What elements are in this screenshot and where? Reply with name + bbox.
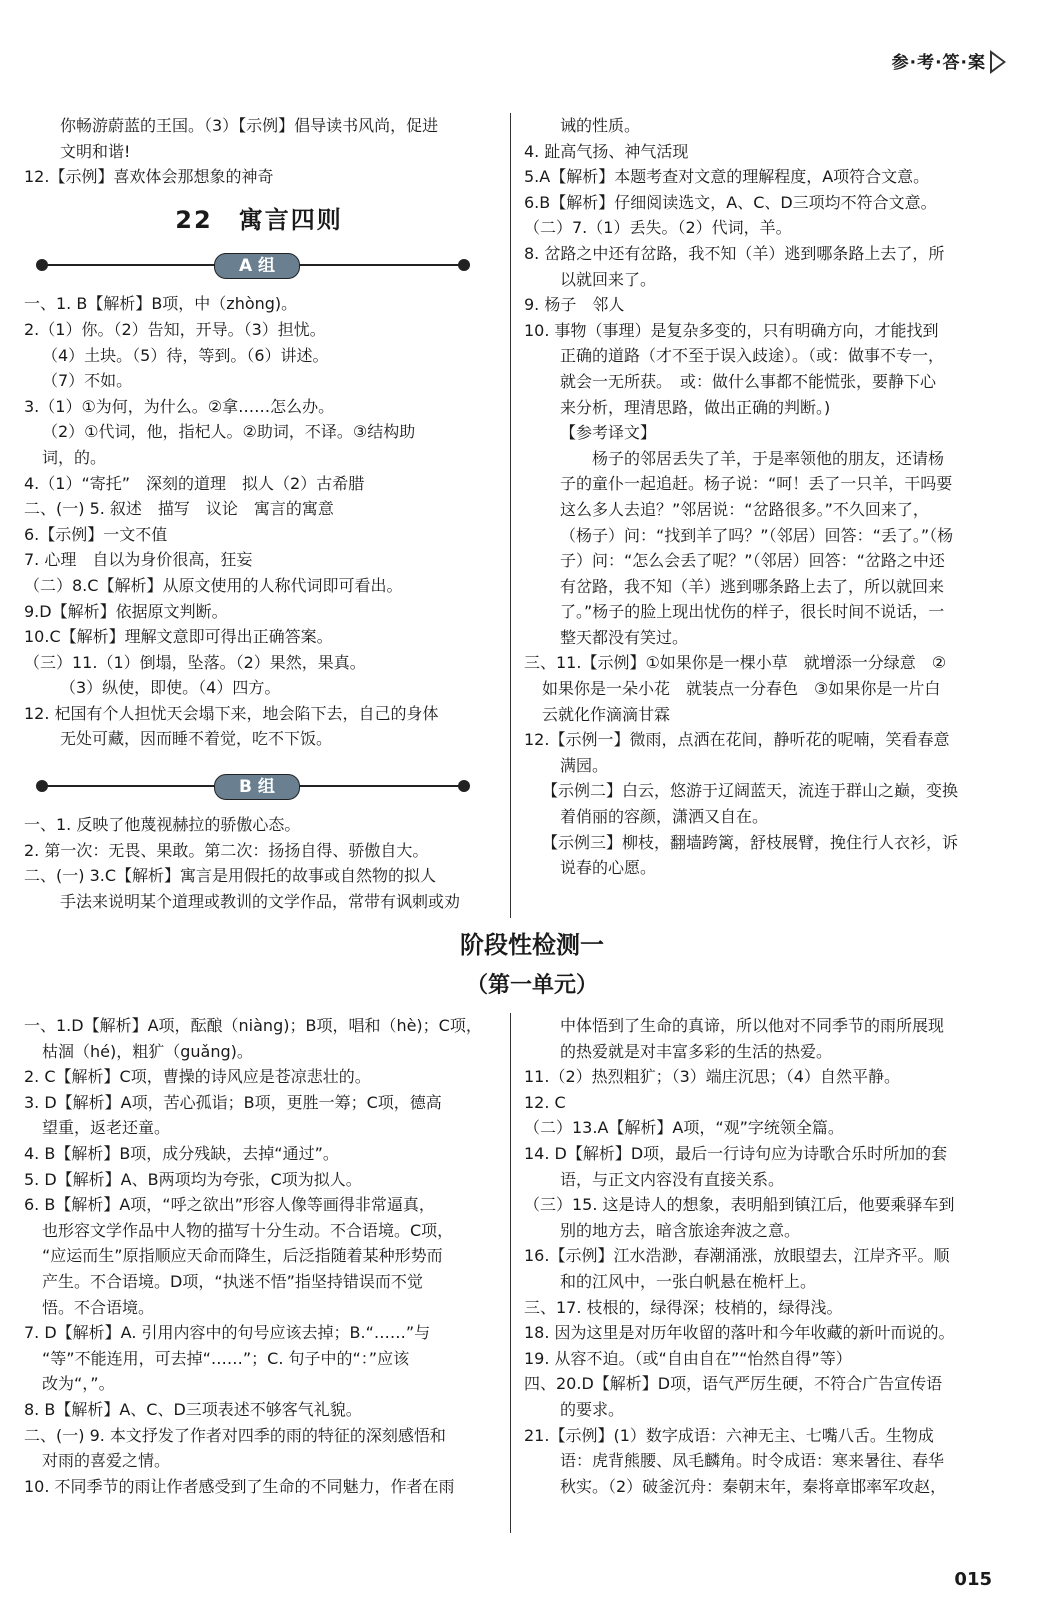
text-line: 4. B【解析】B项，成分残缺，去掉“通过”。 — [24, 1143, 339, 1163]
bottom-left-column — [24, 1013, 494, 1499]
text-line: 就会一无所获。 或：做什么事都不能慌张，要静下心 — [560, 371, 937, 391]
text-line: 如果你是一朵小花 就装点一分春色 ③如果你是一片白 — [542, 679, 941, 699]
group-b-divider — [24, 774, 494, 798]
text-line: （二）13.A【解析】A项，“观”字统领全篇。 — [524, 1118, 844, 1138]
text-line: （4）土块。（5）待，等到。（6）讲述。 — [42, 345, 329, 365]
text-line: 18. 因为这里是对历年收留的落叶和今年收藏的新叶而说的。 — [524, 1323, 955, 1343]
text-line: （三）11.（1）倒塌，坠落。（2）果然，果真。 — [24, 652, 366, 672]
text-line: 【示例三】柳枝，翻墙跨篱，舒枝展臂，挽住行人衣衫，诉 — [542, 832, 959, 852]
text-line: 三、17. 枝根的，绿得深；枝梢的，绿得浅。 — [524, 1297, 843, 1317]
text-line: 别的地方去，暗含旅途奔波之意。 — [560, 1220, 801, 1240]
text-line: （杨子）问：“找到羊了吗？”（邻居）回答：“丢了。”（杨 — [560, 525, 954, 545]
text-line: 21.【示例】(1）数字成语：六神无主、七嘴八舌。生物成 — [524, 1425, 934, 1445]
text-line: 无处可藏，因而睡不着觉，吃不下饭。 — [60, 729, 333, 749]
text-line: 一、1. 反映了他蔑视赫拉的骄傲心态。 — [24, 815, 301, 835]
text-line: 6.B【解析】仔细阅读选文，A、C、D三项均不符合文意。 — [524, 192, 937, 212]
text-line: 4.（1）“寄托” 深刻的道理 拟人（2）古希腊 — [24, 473, 365, 493]
text-line: 12. 杞国有个人担忧天会塌下来，地会陷下去，自己的身体 — [24, 703, 439, 723]
text-line: 改为“，”。 — [42, 1374, 115, 1394]
text-line: 12. C — [524, 1092, 566, 1112]
text-line: 12.【示例】喜欢体会那想象的神奇 — [24, 167, 274, 187]
text-line: （二）7.（1）丢失。（2）代词，羊。 — [524, 218, 792, 238]
text-line: 着俏丽的容颜，潇洒又自在。 — [560, 807, 769, 827]
text-line: 产生。不合语境。D项，“执迷不悟”指坚持错误而不觉 — [42, 1271, 423, 1291]
text-line: 以就回来了。 — [560, 269, 657, 289]
text-line: 6.【示例】一文不值 — [24, 524, 168, 544]
text-line: 一、1. B【解析】B项，中（zhòng)。 — [24, 294, 298, 314]
group-b-label: B 组 — [214, 774, 300, 800]
text-line: 子的童仆一起追赶。杨子说：“呵！丢了一只羊，干吗要 — [560, 474, 953, 494]
text-line: 2. C【解析】C项，曹操的诗风应是苍凉悲壮的。 — [24, 1067, 371, 1087]
text-line: 望重，返老还童。 — [42, 1118, 171, 1138]
group-a-divider — [24, 253, 494, 277]
text-line: 语，与正文内容没有直接关系。 — [560, 1169, 785, 1189]
lesson-title: 22 寓言四则 — [175, 205, 343, 234]
text-line: 的热爱就是对丰富多彩的生活的热爱。 — [560, 1041, 833, 1061]
text-line: 【示例二】白云，悠游于辽阔蓝天，流连于群山之巅，变换 — [542, 781, 959, 801]
text-line: 6. B【解析】A项，“呼之欲出”形容人像等画得非常逼真， — [24, 1195, 435, 1215]
text-line: 19. 从容不迫。（或“自由自在”“怡然自得”等） — [524, 1348, 852, 1368]
text-line: 二、(一) 3.C【解析】寓言是用假托的故事或自然物的拟人 — [24, 866, 437, 886]
text-line: 云就化作滴滴甘霖 — [542, 704, 671, 724]
text-line: 整天都没有笑过。 — [560, 627, 689, 647]
text-line: 满园。 — [560, 755, 609, 775]
text-line: 杨子的邻居丢失了羊，于是率领他的朋友，还请杨 — [592, 448, 945, 468]
text-line: 一、1.D【解析】A项，酝酿（niàng)；B项，唱和（hè)；C项， — [24, 1016, 482, 1035]
text-line: 秋实。（2）破釜沉舟：秦朝末年，秦将章邯率军攻赵， — [560, 1476, 947, 1496]
text-line: 手法来说明某个道理或教训的文学作品，常带有讽刺或劝 — [60, 891, 461, 911]
top-left-column — [24, 113, 494, 914]
text-line: 也形容文学作品中人物的描写十分生动。不合语境。C项， — [42, 1220, 454, 1240]
text-line: 你畅游蔚蓝的王国。（3）【示例】倡导读书风尚，促进 — [60, 116, 439, 135]
text-line: 12.【示例一】微雨，点洒在花间，静听花的呢喃，笑看春意 — [524, 730, 950, 750]
text-line: 的要求。 — [560, 1399, 625, 1419]
text-line: （7）不如。 — [42, 371, 133, 391]
text-line: “应运而生”原指顺应天命而降生，后泛指随着某种形势而 — [42, 1246, 443, 1266]
text-line: 16.【示例】江水浩渺，春潮涌涨，放眼望去，江岸齐平。顺 — [524, 1246, 950, 1266]
text-line: （2）①代词，他，指杞人。②助词，不译。③结构助 — [42, 422, 416, 442]
header-label: 参·考·答·案 — [891, 53, 986, 73]
text-line: 7. D【解析】A. 引用内容中的句号应该去掉；B.“……”与 — [24, 1323, 431, 1343]
group-a-label: A 组 — [214, 253, 300, 279]
text-line: 10.C【解析】理解文意即可得出正确答案。 — [24, 627, 333, 647]
text-line: 7. 心理 自以为身价很高，狂妄 — [24, 550, 253, 570]
text-line: 文明和谐! — [60, 141, 131, 161]
column-divider — [510, 113, 511, 918]
text-line: 14. D【解析】D项，最后一行诗句应为诗歌合乐时所加的套 — [524, 1143, 948, 1163]
text-line: 枯涸（hé)，粗犷（guǎng)。 — [42, 1041, 253, 1061]
text-line: 11.（2）热烈粗犷；（3）端庄沉思；（4）自然平静。 — [524, 1067, 900, 1087]
text-line: 二、(一) 5. 叙述 描写 议论 寓言的寓意 — [24, 499, 334, 519]
text-line: 悟。不合语境。 — [42, 1297, 155, 1317]
text-line: 这么多人去追？”邻居说：“岔路很多。”不久回来了， — [560, 499, 929, 519]
text-line: 10. 事物（事理）是复杂多变的，只有明确方向，才能找到 — [524, 320, 939, 340]
text-line: 有岔路，我不知（羊）逃到哪条路上去了，所以就回来 — [560, 576, 945, 596]
text-line: 和的江风中，一张白帆悬在桅杆上。 — [560, 1271, 817, 1291]
text-line: 中体悟到了生命的真谛，所以他对不同季节的雨所展现 — [560, 1016, 945, 1035]
text-line: 子）问：“怎么会丢了呢？”（邻居）回答：“岔路之中还 — [560, 551, 945, 571]
text-line: 说春的心愿。 — [560, 858, 657, 878]
text-line: 9.D【解析】依据原文判断。 — [24, 601, 228, 621]
text-line: 四、20.D【解析】D项，语气严厉生硬，不符合广告宣传语 — [524, 1374, 943, 1394]
text-line: 三、11.【示例】①如果你是一棵小草 就增添一分绿意 ② — [524, 653, 947, 673]
top-right-column — [524, 113, 994, 881]
text-line: 来分析，理清思路，做出正确的判断。) — [560, 397, 831, 417]
text-line: （3）纵使，即使。（4）四方。 — [60, 678, 281, 698]
text-line: 2.（1）你。（2）告知，开导。（3）担忧。 — [24, 319, 326, 339]
text-line: （二）8.C【解析】从原文使用的人称代词即可看出。 — [24, 575, 403, 595]
text-line: 二、(一) 9. 本文抒发了作者对四季的雨的特征的深刻感悟和 — [24, 1425, 446, 1445]
text-line: 10. 不同季节的雨让作者感受到了生命的不同魅力，作者在雨 — [24, 1476, 455, 1496]
page-number: 015 — [954, 1569, 992, 1590]
text-line: “等”不能连用，可去掉“……”；C. 句子中的“：”应该 — [42, 1348, 410, 1368]
text-line: 9. 杨子 邻人 — [524, 295, 625, 315]
text-line: 3.（1）①为何，为什么。②拿……怎么办。 — [24, 396, 335, 416]
text-line: 【参考译文】 — [560, 423, 657, 443]
text-line: 5.A【解析】本题考查对文意的理解程度，A项符合文意。 — [524, 167, 930, 187]
text-line: 了。”杨子的脸上现出忧伤的样子，很长时间不说话，一 — [560, 602, 945, 622]
text-line: 语：虎背熊腰、凤毛麟角。时令成语：寒来暑往、春华 — [560, 1451, 945, 1471]
text-line: 诫的性质。 — [560, 116, 641, 135]
section-subtitle: （第一单元） — [465, 973, 598, 998]
text-line: 正确的道路（才不至于误入歧途）。（或：做事不专一， — [560, 346, 945, 366]
column-divider — [510, 1013, 511, 1533]
chevron-right-icon — [990, 50, 1006, 74]
bottom-right-column — [524, 1013, 994, 1499]
text-line: 3. D【解析】A项，苦心孤诣；B项，更胜一筹；C项，德高 — [24, 1092, 442, 1112]
text-line: 2. 第一次：无畏、果敢。第二次：扬扬自得、骄傲自大。 — [24, 840, 429, 860]
text-line: 词，的。 — [42, 447, 107, 467]
text-line: 8. 岔路之中还有岔路，我不知（羊）逃到哪条路上去了，所 — [524, 243, 945, 263]
text-line: 5. D【解析】A、B两项均为夸张，C项为拟人。 — [24, 1169, 362, 1189]
text-line: 4. 趾高气扬、神气活现 — [524, 141, 689, 161]
section-title: 阶段性检测一 — [460, 931, 604, 959]
text-line: 8. B【解析】A、C、D三项表述不够客气礼貌。 — [24, 1399, 362, 1419]
text-line: （三）15. 这是诗人的想象，表明船到镇江后，他要乘驿车到 — [524, 1195, 955, 1215]
text-line: 对雨的喜爱之情。 — [42, 1451, 171, 1471]
